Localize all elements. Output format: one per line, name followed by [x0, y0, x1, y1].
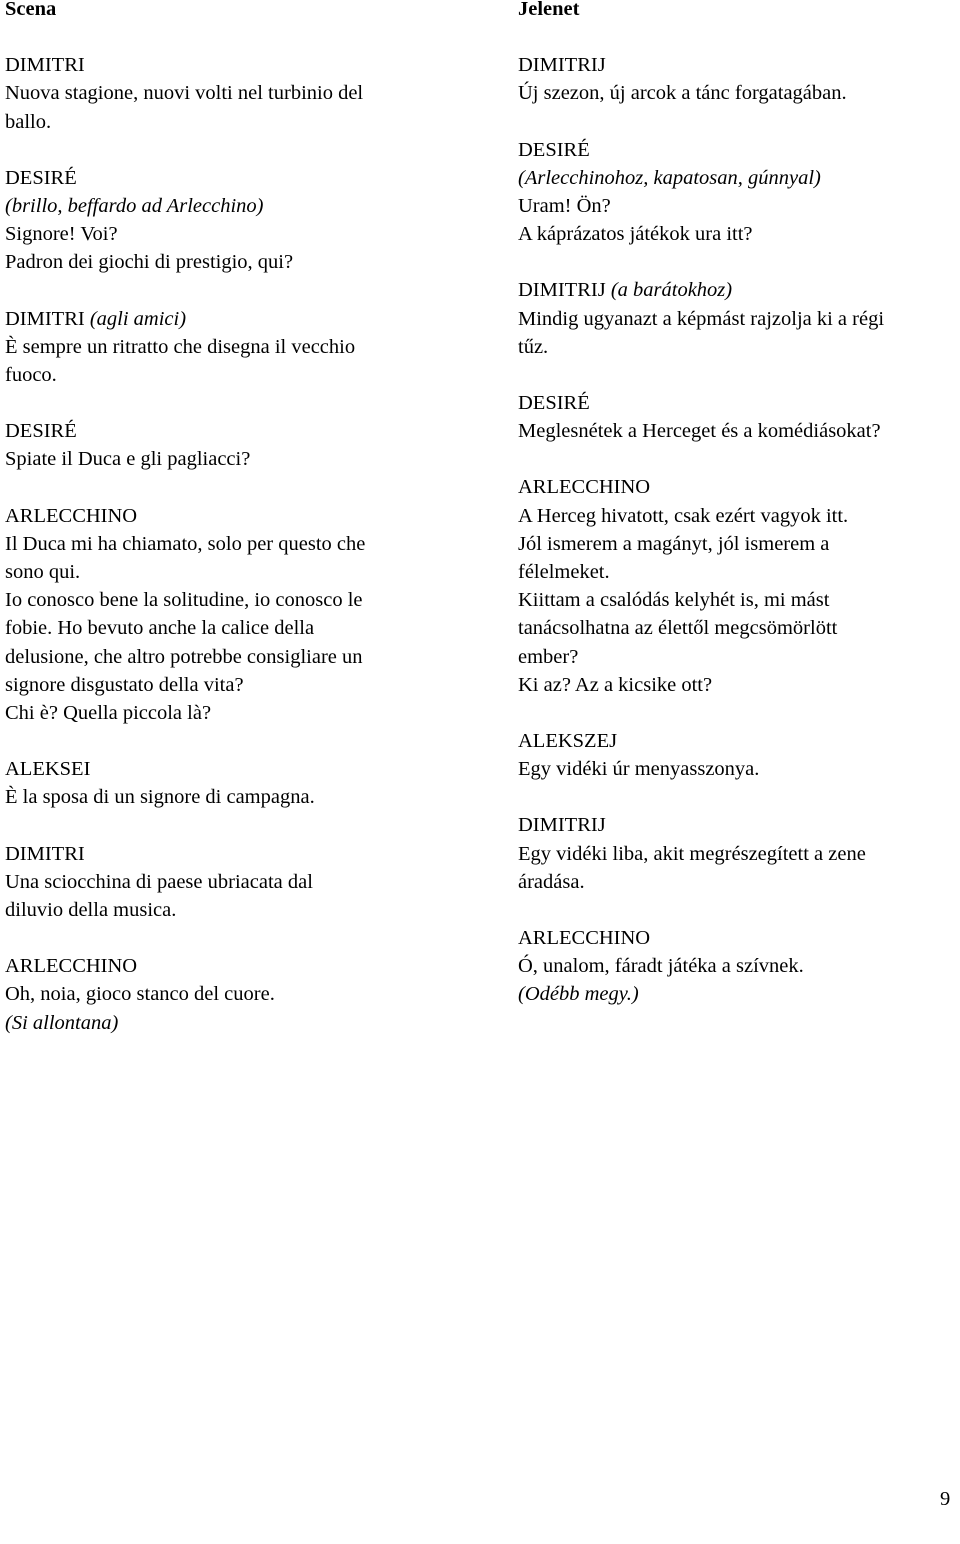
dialogue-block: [5, 51, 475, 136]
dialogue-line: Una sciocchina di paese ubriacata dal: [5, 870, 313, 893]
dialogue-line: signore disgustato della vita?: [5, 673, 244, 696]
dialogue-line: fuoco.: [5, 364, 57, 387]
dialogue-block: [518, 389, 958, 445]
dialogue-line: sono qui.: [5, 561, 81, 584]
speaker-name: ARLECCHINO: [518, 927, 651, 950]
column-heading: Scena: [5, 0, 57, 20]
dialogue-line: tanácsolhatna az élettől megcsömörlött: [518, 617, 838, 640]
dialogue-line: Új szezon, új arcok a tánc forgatagában.: [518, 82, 847, 105]
dialogue-line: Mindig ugyanazt a képmást rajzolja ki a régi: [518, 307, 885, 330]
speaker-line: [518, 276, 958, 304]
dialogue-line: È la sposa di un signore di campagna.: [5, 786, 315, 809]
speaker-name: DIMITRIJ: [518, 54, 606, 77]
dialogue-line: Signore! Voi?: [5, 223, 118, 246]
dialogue-line: delusione, che altro potrebbe consigliare un: [5, 645, 363, 668]
dialogue-line: Spiate il Duca e gli pagliacci?: [5, 448, 251, 471]
speaker-name: ALEKSZEJ: [518, 730, 618, 753]
dialogue-line: félelmeket.: [518, 561, 610, 584]
dialogue-block: [5, 305, 475, 390]
page-number: 9: [940, 1488, 951, 1510]
dialogue-block: [518, 924, 958, 1009]
dialogue-line: ballo.: [5, 110, 52, 133]
stage-direction: (Arlecchinohoz, kapatosan, gúnnyal): [518, 166, 821, 189]
column-heading: Jelenet: [518, 0, 580, 20]
dialogue-line: Io conosco bene la solitudine, io conosco le: [5, 589, 363, 612]
stage-direction: (Si allontana): [5, 1011, 119, 1034]
speaker-name: ARLECCHINO: [518, 476, 651, 499]
dialogue-block: [518, 276, 958, 361]
speaker-name: DIMITRIJ: [518, 814, 606, 837]
dialogue-line: Ó, unalom, fáradt játéka a szívnek.: [518, 955, 804, 978]
italian-column: [5, 0, 475, 1065]
dialogue-line: Oh, noia, gioco stanco del cuore.: [5, 983, 275, 1006]
speaker-name: DESIRÉ: [518, 392, 590, 415]
speaker-name: ARLECCHINO: [5, 955, 138, 978]
dialogue-block: [5, 417, 475, 473]
dialogue-line: Padron dei giochi di prestigio, qui?: [5, 251, 294, 274]
speaker-name: DESIRÉ: [5, 420, 77, 443]
speaker-name: ALEKSEI: [5, 758, 91, 781]
dialogue-line: Egy vidéki liba, akit megrészegített a zene: [518, 842, 866, 865]
dialogue-block: [518, 51, 958, 107]
dialogue-block: [5, 755, 475, 811]
dialogue-block: [5, 952, 475, 1037]
dialogue-line: tűz.: [518, 335, 549, 358]
dialogue-line: Jól ismerem a magányt, jól ismerem a: [518, 532, 830, 555]
stage-direction: (agli amici): [89, 307, 187, 330]
stage-direction: (a barátokhoz): [610, 279, 733, 302]
dialogue-line: A Herceg hivatott, csak ezért vagyok itt.: [518, 504, 849, 527]
dialogue-line: Chi è? Quella piccola là?: [5, 702, 212, 725]
dialogue-line: Meglesnétek a Herceget és a komédiásokat?: [518, 420, 881, 443]
dialogue-block: [518, 727, 958, 783]
dialogue-block: [518, 473, 958, 699]
stage-direction: (Odébb megy.): [518, 983, 639, 1006]
dialogue-line: Kiittam a csalódás kelyhét is, mi mást: [518, 589, 830, 612]
speaker-name: DIMITRI: [5, 307, 85, 330]
stage-direction: (brillo, beffardo ad Arlecchino): [5, 195, 264, 218]
dialogue-line: fobie. Ho bevuto anche la calice della: [5, 617, 315, 640]
dialogue-block: [5, 502, 475, 728]
dialogue-line: A káprázatos játékok ura itt?: [518, 223, 753, 246]
dialogue-line: È sempre un ritratto che disegna il vecchio: [5, 335, 356, 358]
speaker-name: DIMITRI: [5, 54, 85, 77]
dialogue-line: Il Duca mi ha chiamato, solo per questo che: [5, 532, 366, 555]
dialogue-line: Uram! Ön?: [518, 195, 611, 218]
speaker-name: DESIRÉ: [518, 138, 590, 161]
dialogue-line: diluvio della musica.: [5, 899, 177, 922]
speaker-name: DESIRÉ: [5, 166, 77, 189]
speaker-name: DIMITRI: [5, 842, 85, 865]
dialogue-block: [5, 164, 475, 277]
dialogue-block: [518, 136, 958, 249]
dialogue-line: áradása.: [518, 870, 585, 893]
dialogue-block: [5, 840, 475, 925]
dialogue-line: ember?: [518, 645, 579, 668]
dialogue-line: Ki az? Az a kicsike ott?: [518, 673, 713, 696]
dialogue-line: Nuova stagione, nuovi volti nel turbinio del: [5, 82, 364, 105]
hungarian-column: [518, 0, 958, 1037]
dialogue-block: [518, 811, 958, 896]
speaker-name: DIMITRIJ: [518, 279, 606, 302]
speaker-name: ARLECCHINO: [5, 504, 138, 527]
dialogue-line: Egy vidéki úr menyasszonya.: [518, 758, 760, 781]
speaker-line: [5, 305, 475, 333]
